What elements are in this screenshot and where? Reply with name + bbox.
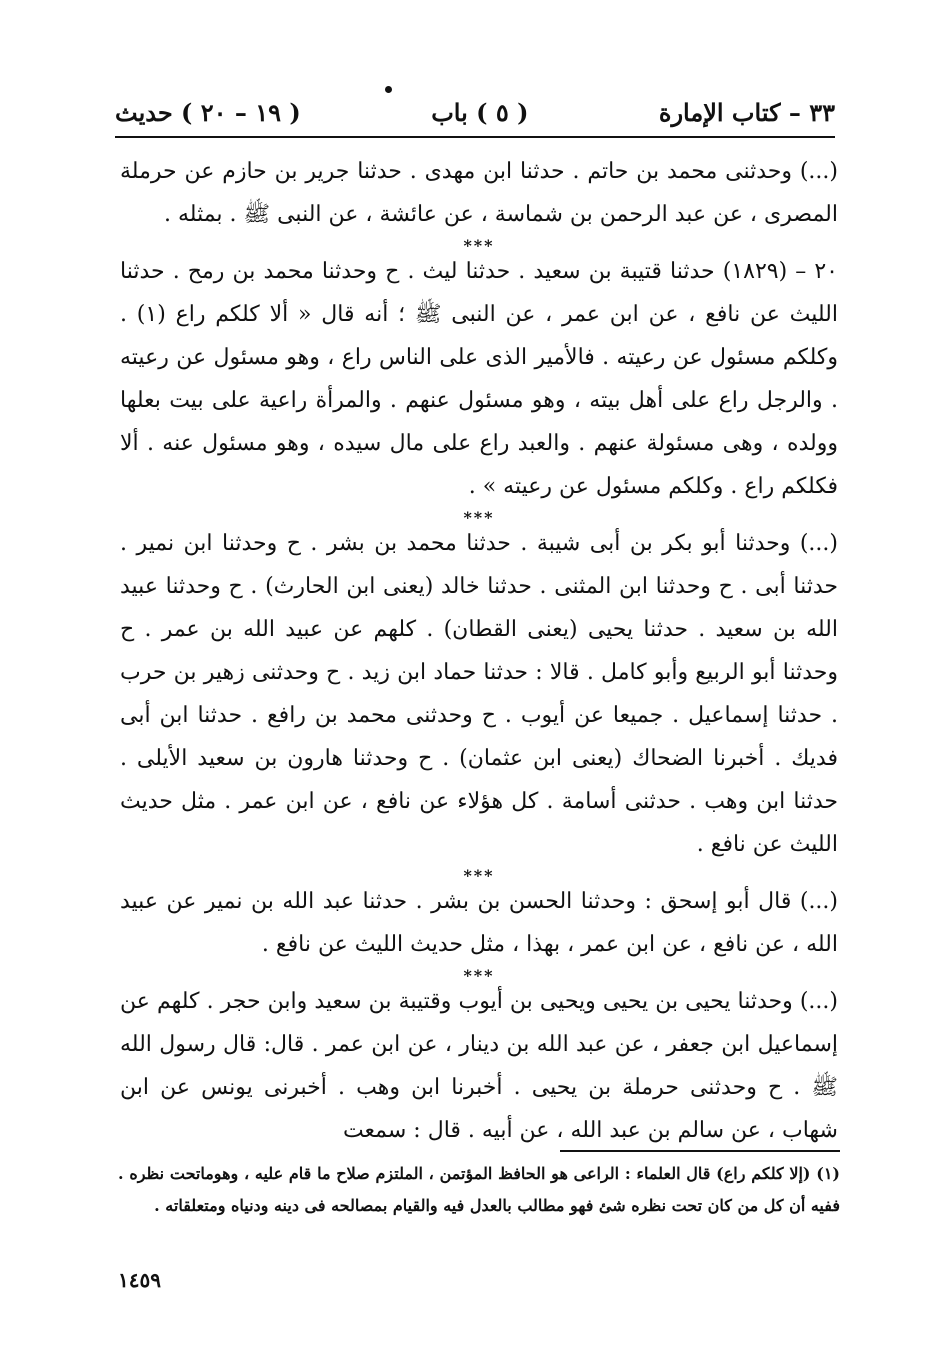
header-dot — [385, 86, 392, 93]
hadith-text-body — [120, 150, 838, 1152]
hadith-paragraph: (...) قال أبو إسحق : وحدثنا الحسن بن بشر . حدثنا عبد الله بن نمير عن عبيد الله ، عن نافع ، عن ابن عمر ، بهذا ، مثل حديث الليث عن نافع . — [120, 889, 838, 957]
hadith-paragraph: ٢٠ – (١٨٢٩) حدثنا قتيبة بن سعيد . حدثنا ليث . ح وحدثنا محمد بن رمح . حدثنا الليث عن نافع ، عن ابن عمر ، عن النبى ﷺ ؛ أنه قال « ألا كلكم راع (١) . وكلكم مسئول عن رعيته . فالأمير الذى على الناس راع ، وهو مسئول عن رعيته . والرجل راع على أهل بيته ، وهو مسئول عنهم . والمرأة راعية على بيت بعلها وولده ، وهى مسئولة عنهم . والعبد راع على مال سيده ، وهو مسئول عنه . ألا فكلكم راع . وكلكم مسئول عن رعيته » . — [120, 259, 838, 499]
header-hadith-range: ( ١٩ – ٢٠ ) حديث — [115, 97, 301, 127]
header-chapter: ( ٥ ) باب — [431, 97, 529, 127]
footnote: (١) (إلا كلكم راع) قال العلماء : الراعى هو الحافظ المؤتمن ، الملتزم صلاح ما قام عليه ، وهوماتحت نظره . ففيه أن كل من كان تحت نظره شئ فهو مطالب بالعدل فيه والقيام بمصالحه فى دينه ودنياه ومتعلقاته . — [118, 1164, 840, 1215]
hadith-paragraph: (...) وحدثنا أبو بكر بن أبى شيبة . حدثنا محمد بن بشر . ح وحدثنا ابن نمير . حدثنا أبى . ح وحدثنا ابن المثنى . حدثنا خالد (يعنى ابن الحارث) . ح وحدثنا عبيد الله بن سعيد . حدثنا يحيى (يعنى القطان) . كلهم عن عبيد الله بن عمر . ح وحدثنا أبو الربيع وأبو كامل . قالا : حدثنا حماد ابن زيد . ح وحدثنى زهير بن حرب . حدثنا إسماعيل . جميعا عن أيوب . ح وحدثنى محمد بن رافع . حدثنا ابن أبى فديك . أخبرنا الضحاك (يعنى ابن عثمان) . ح وحدثنا هارون بن سعيد الأيلى . حدثنا ابن وهب . حدثنى أسامة . كل هؤلاء عن نافع ، عن ابن عمر . مثل حديث الليث عن نافع . — [120, 531, 838, 857]
section-separator: *** — [463, 866, 495, 885]
page-number: ١٤٥٩ — [118, 1268, 161, 1292]
hadith-paragraph: (...) وحدثنا يحيى بن يحيى ويحيى بن أيوب وقتيبة بن سعيد وابن حجر . كلهم عن إسماعيل ابن جعفر ، عن عبد الله بن دينار ، عن ابن عمر . قال: قال رسول الله ﷺ . ح وحدثنى حرملة بن يحيى . أخبرنا ابن وهب . أخبرنى يونس عن ابن شهاب ، عن سالم بن عبد الله ، عن أبيه . قال : سمعت — [120, 989, 838, 1143]
section-separator: *** — [463, 966, 495, 985]
hadith-paragraph: (...) وحدثنى محمد بن حاتم . حدثنا ابن مهدى . حدثنا جرير بن حازم عن حرملة المصرى ، عن عبد الرحمن بن شماسة ، عن عائشة ، عن النبى ﷺ . بمثله . — [120, 159, 838, 227]
header-book-title: ٣٣ – كتاب الإمارة — [658, 97, 835, 127]
running-header — [115, 92, 835, 138]
footnote-divider — [560, 1150, 840, 1152]
section-separator: *** — [463, 236, 495, 255]
section-separator: *** — [463, 508, 495, 527]
